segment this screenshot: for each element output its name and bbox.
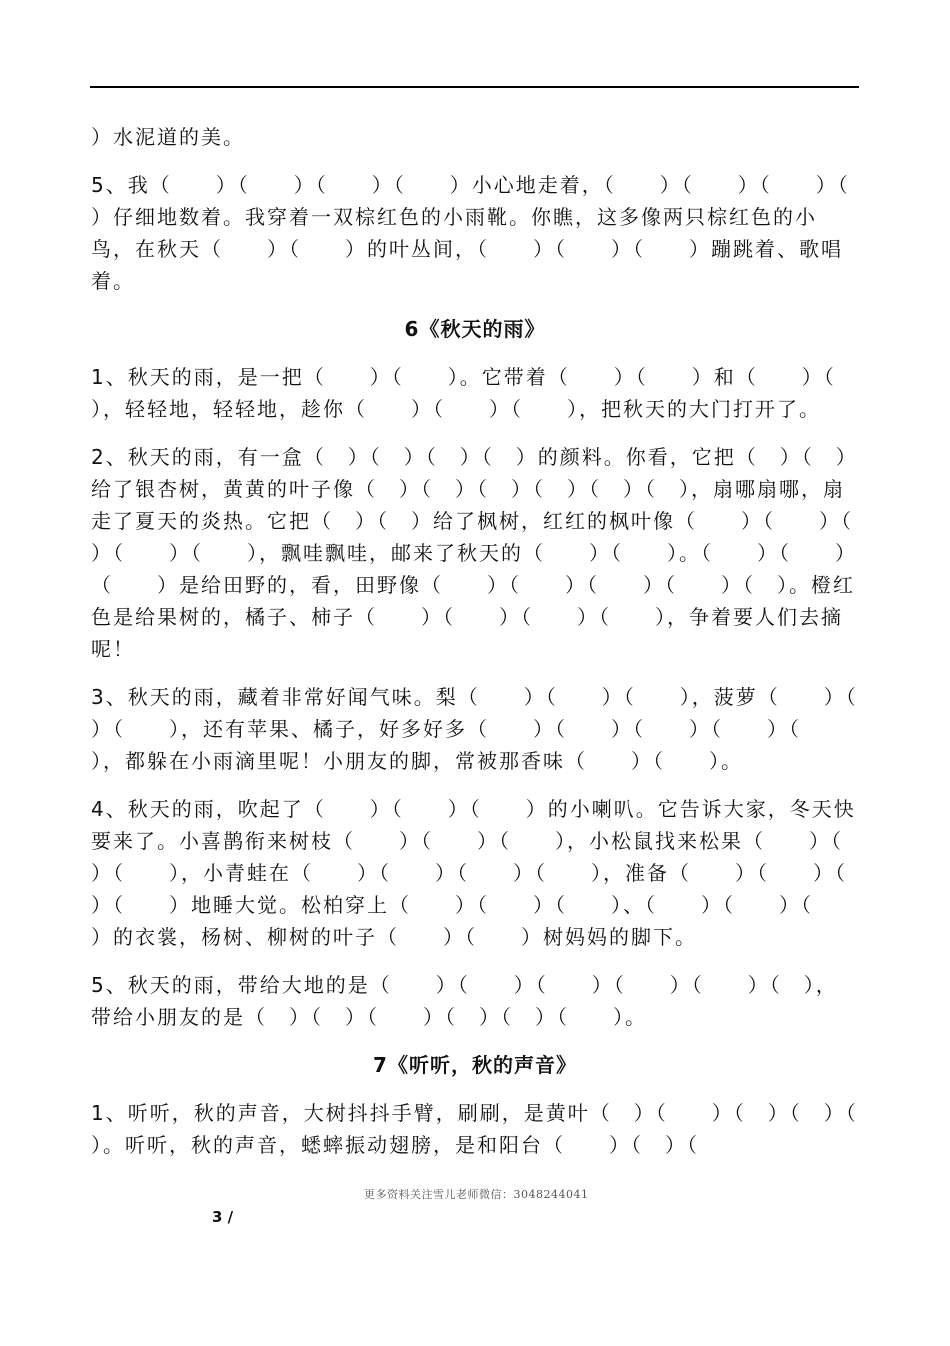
section-6-item-5: 5、秋天的雨，带给大地的是（ ）（ ）（ ）（ ）（ ）（ ），带给小朋友的是（ ）（ ）（ ）（ ）（ ）（ ）。 <box>91 973 838 1029</box>
paragraph-continuation: ）水泥道的美。 <box>91 125 245 149</box>
section-7-item-1: 1、听听，秋的声音，大树抖抖手臂，刷刷，是黄叶（ ）（ ）（ ）（ ）（ ）。听听，秋的声音，蟋蟀振动翅膀，是和阳台（ ）（ ）（ <box>91 1101 902 1157</box>
section-6-title: 6《秋天的雨》 <box>404 317 546 341</box>
top-rule <box>90 86 859 88</box>
section-6-item-1: 1、秋天的雨，是一把（ ）（ ）。它带着（ ）（ ）和（ ）（ ），轻轻地，轻轻地，趁你（ ）（ ）（ ），把秋天的大门打开了。 <box>91 365 880 421</box>
page-number: 3 / <box>212 1208 234 1226</box>
watermark-text: 更多资料关注雪儿老师微信：3048244041 <box>364 1188 589 1201</box>
section-6-item-3: 3、秋天的雨，藏着非常好闻气味。梨（ ）（ ）（ ），菠萝（ ）（ ）（ ），还有苹果、橘子，好多好多（ ）（ ）（ ）（ ）（ ），都躲在小雨滴里呢！小朋友的脚，常被那香味（ ）（ ）。 <box>91 685 902 773</box>
paragraph-item-5: 5、我（ ）（ ）（ ）（ ）小心地走着，（ ）（ ）（ ）（ ）仔细地数着。我穿着一双棕红色的小雨靴。你瞧，这多像两只棕红色的小鸟，在秋天（ ）（ ）的叶丛间，（ ）（ ）（ ）蹦跳着、歌唱着。 <box>91 173 894 293</box>
section-6-item-4: 4、秋天的雨，吹起了（ ）（ ）（ ）的小喇叭。它告诉大家，冬天快要来了。小喜鹊衔来树枝（ ）（ ）（ ），小松鼠找来松果（ ）（ ）（ ），小青蛙在（ ）（ ）（ ）（ ），准备（ ）（ ）（ ）（ ）地睡大觉。松柏穿上（ ）（ ）（ ）、（ ）（ ）（ ）的衣裳，杨树、柳树的叶子（ ）（ ）树妈妈的脚下。 <box>91 797 891 949</box>
section-7-title: 7《听听，秋的声音》 <box>373 1053 577 1077</box>
worksheet-content <box>91 121 902 1177</box>
section-6-item-2: 2、秋天的雨，有一盒（ ）（ ）（ ）（ ）的颜料。你看，它把（ ）（ ）给了银杏树，黄黄的叶子像（ ）（ ）（ ）（ ）（ ）（ ），扇哪扇哪，扇走了夏天的炎热。它把（ ）（ ）给了枫树，红红的枫叶像（ ）（ ）（ ）（ ）（ ），飘哇飘哇，邮来了秋天的（ ）（ ）。（ ）（ ）（ ）是给田野的，看，田野像（ ）（ ）（ ）（ ）（ ）。橙红色是给果树的，橘子、柿子（ ）（ ）（ ）（ ），争着要人们去摘呢！ <box>91 445 897 661</box>
